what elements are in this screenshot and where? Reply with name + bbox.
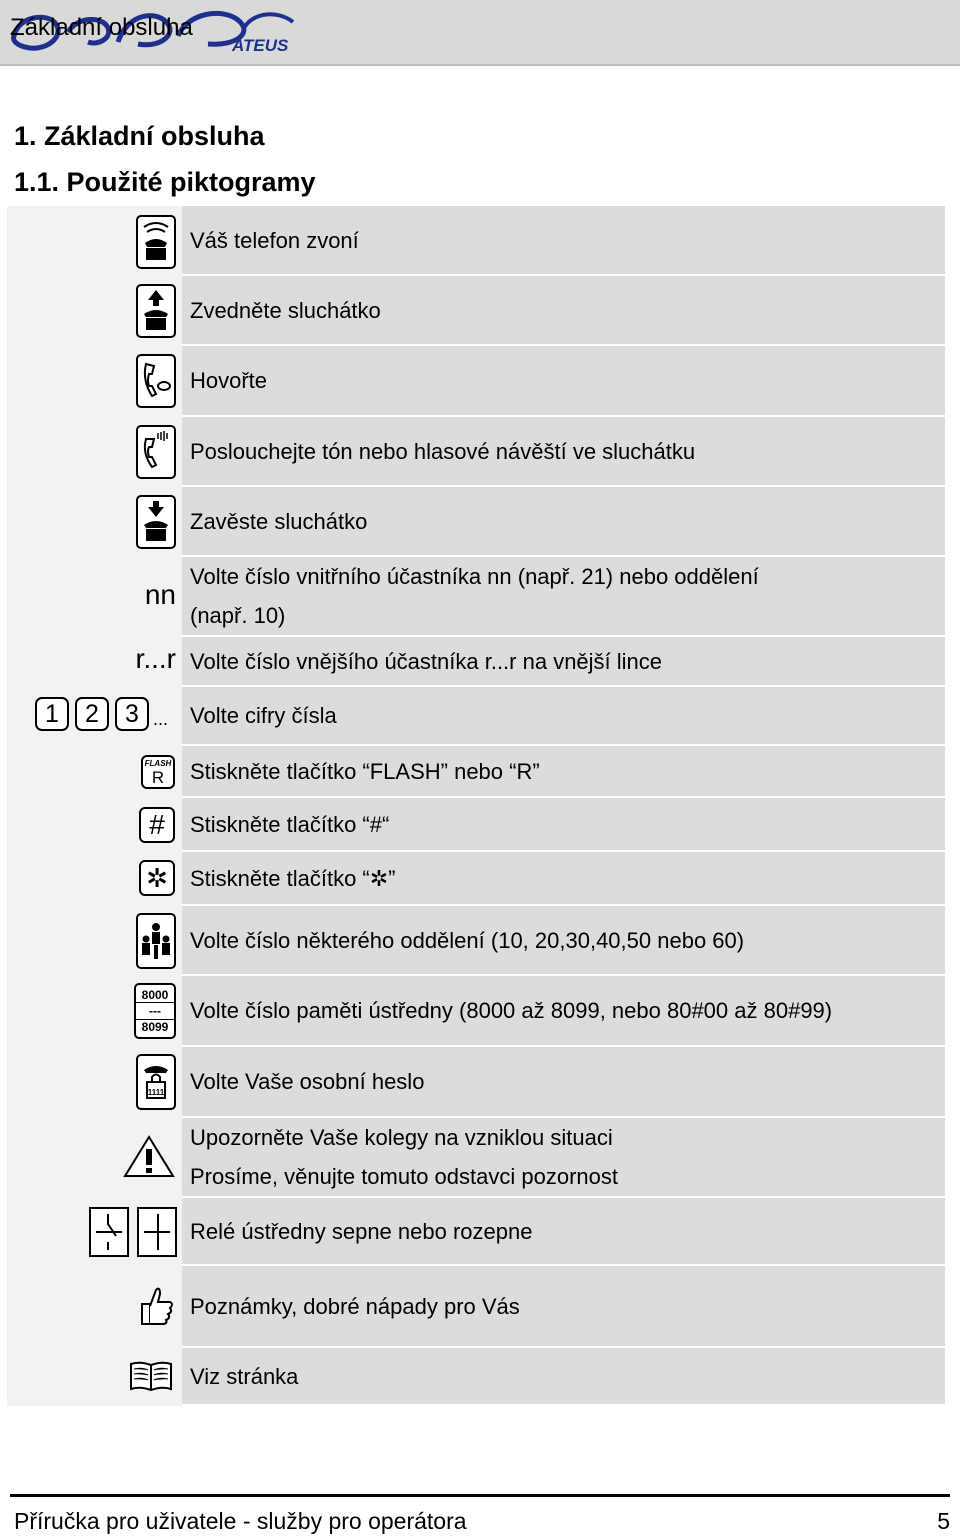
department-icon xyxy=(136,913,176,969)
row-text: Poznámky, dobré nápady pro Vás xyxy=(190,1293,520,1319)
table-row xyxy=(7,687,945,746)
row-text: Stiskněte tlačítko “#“ xyxy=(190,811,390,837)
table-row xyxy=(7,557,945,637)
digit-keys-icon xyxy=(7,687,182,746)
table-row xyxy=(7,906,945,976)
warning-icon xyxy=(122,1134,176,1180)
row-text: Volte číslo vnějšího účastníka r...r na vnější lince xyxy=(190,648,663,674)
table-row xyxy=(7,487,945,557)
row-text: Zvedněte sluchátko xyxy=(190,297,381,323)
row-text-2: (např. 10) xyxy=(190,603,286,628)
page-header xyxy=(0,0,960,66)
table-row xyxy=(7,346,945,417)
r-r-label: r...r xyxy=(135,643,176,674)
table-row xyxy=(7,1348,945,1406)
row-text: Volte cifry čísla xyxy=(190,703,337,728)
row-text: Volte číslo některého oddělení (10, 20,30,40,50 nebo 60) xyxy=(190,927,745,953)
row-text: Upozorněte Vaše kolegy na vzniklou situaci xyxy=(190,1125,613,1150)
key-ellipsis: ... xyxy=(153,709,169,729)
book-icon xyxy=(128,1359,174,1395)
page-number: 5 xyxy=(937,1508,950,1534)
footer-title: Příručka pro uživatele - služby pro operátora xyxy=(14,1508,467,1534)
row-text-2: Prosíme, věnujte tomuto odstavci pozornost xyxy=(190,1164,618,1189)
table-row xyxy=(7,976,945,1047)
memory-icon: 8000 --- 8099 xyxy=(134,983,176,1039)
row-text: Relé ústředny sepne nebo rozepne xyxy=(190,1218,533,1244)
relay-icon xyxy=(88,1206,178,1258)
table-row xyxy=(7,417,945,487)
hash-key-icon: # xyxy=(139,807,175,843)
table-row xyxy=(7,1266,945,1348)
row-text: Volte číslo vnitřního účastníka nn (např. 21) nebo oddělení xyxy=(190,564,759,589)
row-text: Viz stránka xyxy=(190,1363,299,1389)
table-row xyxy=(7,276,945,346)
star-key-icon: ✲ xyxy=(139,860,175,896)
key-3: 3 xyxy=(115,697,149,731)
row-text: Volte číslo paměti ústředny (8000 až 8099, nebo 80#00 až 80#99) xyxy=(190,998,833,1023)
svg-text:1111: 1111 xyxy=(147,1088,165,1097)
row-text: Zavěste sluchátko xyxy=(190,508,368,534)
nn-label: nn xyxy=(144,579,176,610)
key-2: 2 xyxy=(75,697,109,731)
footer-divider xyxy=(10,1494,950,1497)
table-row xyxy=(7,637,945,687)
row-text: Váš telefon zvoní xyxy=(190,227,359,253)
phone-ringing-icon xyxy=(136,215,176,269)
flash-key-icon: FLASH R xyxy=(141,755,175,789)
key-1: 1 xyxy=(35,697,69,731)
thumbs-up-icon xyxy=(136,1284,176,1328)
pictogram-table xyxy=(7,206,945,1406)
row-text: Poslouchejte tón nebo hlasové návěští ve sluchátku xyxy=(190,438,696,464)
heading-1: 1. Základní obsluha xyxy=(14,121,265,151)
table-row xyxy=(7,798,945,852)
table-row xyxy=(7,1047,945,1118)
logo-text: ATEUS xyxy=(232,36,289,55)
row-text: Hovořte xyxy=(190,368,268,393)
row-text: Stiskněte tlačítko “FLASH” nebo “R” xyxy=(190,758,540,784)
row-text: Stiskněte tlačítko “✲” xyxy=(190,865,396,891)
table-row xyxy=(7,852,945,906)
table-row xyxy=(7,1118,945,1198)
lift-handset-icon xyxy=(136,284,176,338)
listen-icon xyxy=(136,425,176,479)
row-text: Volte Vaše osobní heslo xyxy=(190,1069,425,1094)
table-row xyxy=(7,206,945,276)
hang-up-icon xyxy=(136,495,176,549)
table-row xyxy=(7,1198,945,1266)
heading-2: 1.1. Použité piktogramy xyxy=(14,167,316,197)
header-title: Základní obsluha xyxy=(10,14,193,41)
password-icon xyxy=(136,1054,176,1110)
speak-icon xyxy=(136,354,176,408)
table-row xyxy=(7,746,945,798)
